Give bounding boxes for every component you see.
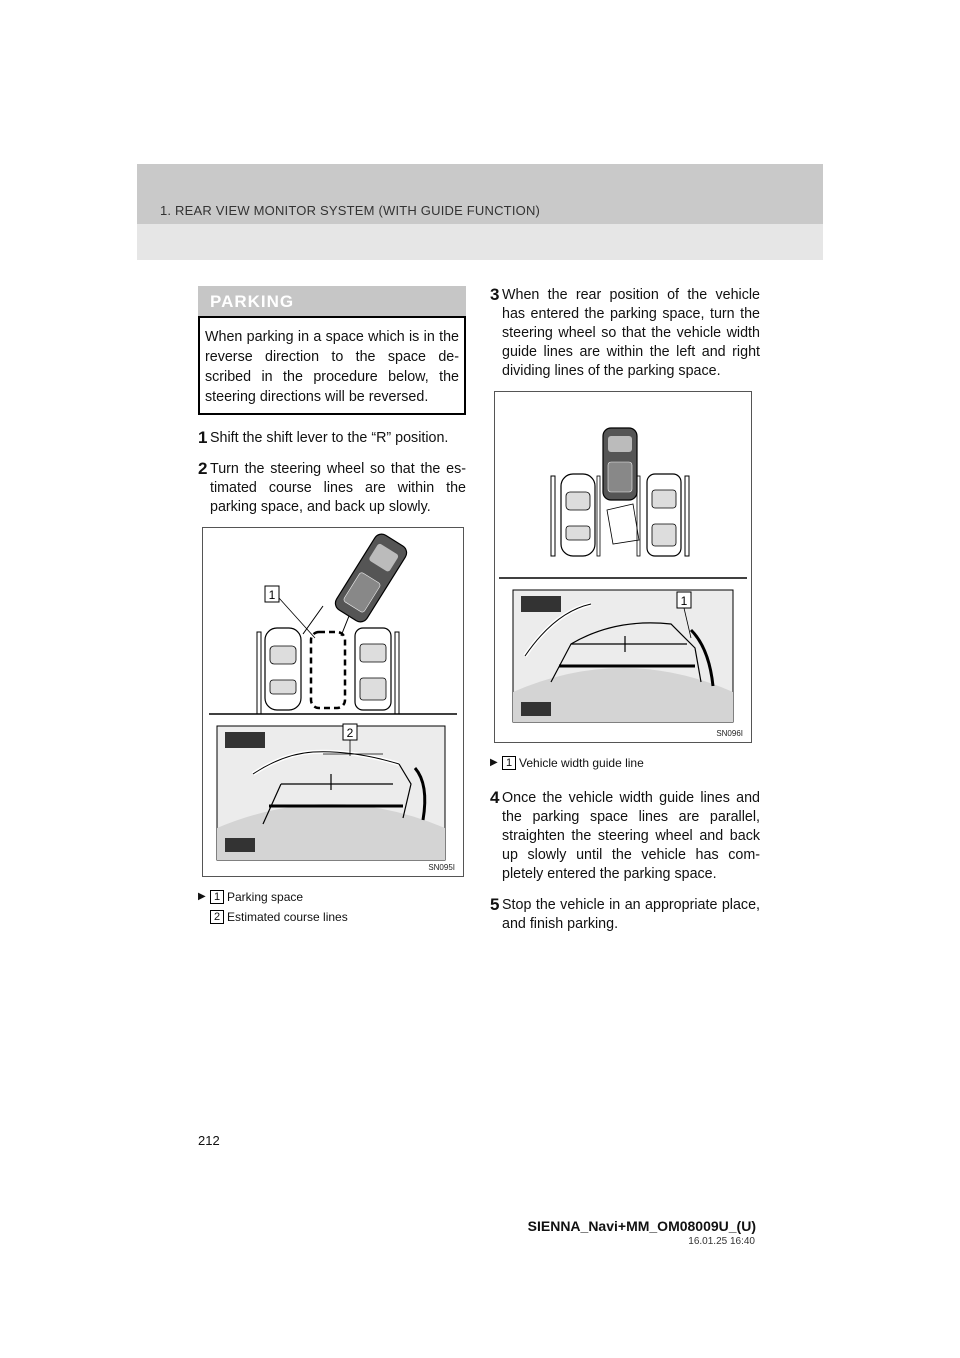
right-column [490, 286, 760, 934]
parked-car-icon [355, 628, 391, 710]
monitor-icon [521, 596, 561, 612]
callout-1-label: 1 [680, 594, 688, 608]
figure-code: SN095I [428, 863, 455, 872]
callout-2-label: 2 [346, 726, 354, 740]
figure-width-guide [494, 391, 752, 743]
step-text: Once the vehicle width guide lines and the parking space lines are parallel, straighten the steering wheel and back up slowly until the vehicle has com-pletely entered the parking space. [502, 790, 760, 882]
dividing-line [551, 476, 555, 556]
legend-item [490, 753, 760, 773]
legend-badge: 2 [210, 910, 224, 924]
step-number: 5 [490, 895, 500, 914]
step-1 [198, 429, 466, 448]
figure1-legend [198, 887, 466, 927]
figure-code: SN096I [716, 729, 743, 738]
legend-item [198, 887, 466, 907]
step-3 [490, 286, 760, 381]
legend-text: Vehicle width guide line [519, 756, 644, 770]
step-number: 2 [198, 459, 208, 478]
note-box: When parking in a space which is in the reverse direction to the space de-scribed in the procedure below, the steering directions will be reversed. [198, 318, 466, 415]
step-2 [198, 460, 466, 517]
parked-car-icon [647, 474, 681, 556]
dividing-line [685, 476, 689, 556]
figure2-legend [490, 753, 760, 773]
monitor-icon [225, 838, 255, 852]
parking-diagram-1 [203, 528, 463, 876]
step-4 [490, 789, 760, 884]
triangle-icon: ▶ [490, 757, 498, 768]
chapter-title: 1. REAR VIEW MONITOR SYSTEM (WITH GUIDE FUNCTION) [160, 203, 541, 218]
step-number: 1 [198, 428, 208, 447]
triangle-icon: ▶ [198, 891, 206, 902]
dividing-line [257, 632, 261, 714]
step-5 [490, 896, 760, 934]
step-text: Shift the shift lever to the “R” position. [210, 430, 449, 446]
reversing-vehicle-icon [332, 531, 409, 625]
page-number: 212 [198, 1133, 220, 1148]
parking-diagram-2 [495, 392, 751, 742]
legend-badge: 1 [502, 756, 516, 770]
figure-parking-space [202, 527, 464, 877]
section-heading: PARKING [198, 286, 466, 318]
monitor-icon [225, 732, 265, 748]
step-text: Turn the steering wheel so that the es-timated course lines are within the parking space, and back up slowly. [210, 461, 466, 515]
parked-car-icon [561, 474, 595, 556]
legend-text: Parking space [227, 890, 304, 904]
reversing-vehicle-icon [603, 428, 637, 500]
document-id: SIENNA_Navi+MM_OM08009U_(U) [527, 1218, 756, 1234]
step-number: 4 [490, 788, 500, 807]
step-text: When the rear position of the vehicle has entered the parking space, turn the steering wheel so that the vehicle width guide lines are within the left and right dividing lines of the parking space. [502, 287, 760, 379]
parking-space-outline [311, 632, 345, 708]
step-text: Stop the vehicle in an appropriate place, and finish parking. [502, 897, 760, 932]
guide-projection [607, 504, 639, 544]
parked-car-icon [265, 628, 301, 710]
legend-text: Estimated course lines [227, 910, 348, 924]
monitor-icon [521, 702, 551, 716]
print-timestamp: 16.01.25 16:40 [688, 1236, 755, 1247]
dividing-line [395, 632, 399, 714]
legend-item [198, 907, 466, 927]
callout-1-label: 1 [268, 588, 276, 602]
step-number: 3 [490, 285, 500, 304]
legend-badge: 1 [210, 890, 224, 904]
left-column [198, 286, 466, 927]
